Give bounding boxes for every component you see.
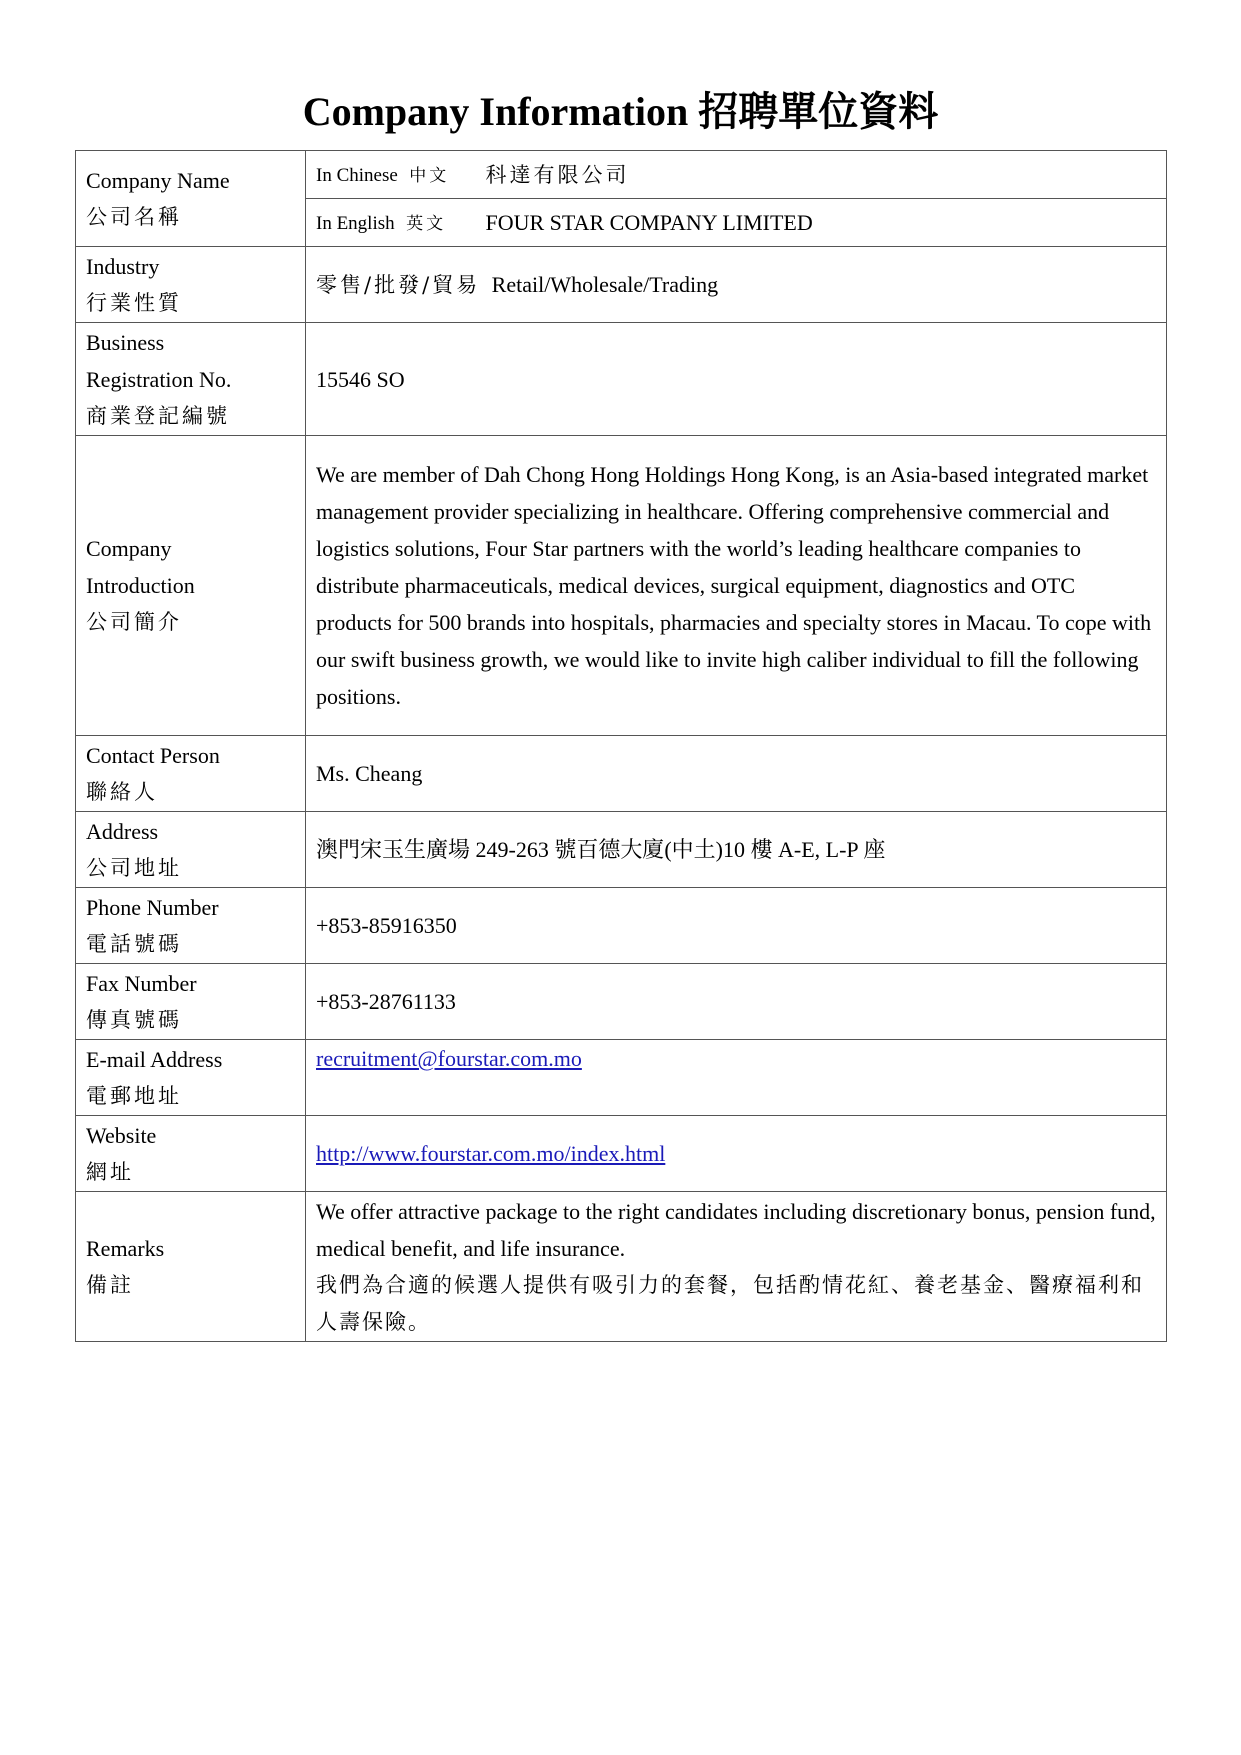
contact-label-zh: 聯絡人 (86, 779, 158, 804)
english-name-label: In English (316, 212, 395, 234)
registration-label-en-1: Business (86, 329, 165, 355)
industry-value-zh: 零售/批發/貿易 (316, 272, 481, 297)
remarks-label-cell (76, 1192, 306, 1342)
email-value-cell (306, 1040, 1167, 1116)
phone-label-en: Phone Number (86, 894, 219, 920)
fax-label-en: Fax Number (86, 970, 197, 996)
introduction-row (76, 436, 1167, 736)
industry-value-en: Retail/Wholesale/Trading (491, 271, 719, 297)
industry-row (76, 247, 1167, 323)
remarks-text-zh: 我們為合適的候選人提供有吸引力的套餐，包括酌情花紅、養老基金、醫療福利和人壽保險。 (316, 1272, 1144, 1334)
address-label-zh: 公司地址 (86, 855, 182, 880)
chinese-name-value-cell (478, 151, 1167, 199)
email-label-cell (76, 1040, 306, 1116)
industry-label-cell (76, 247, 306, 323)
introduction-text: We are member of Dah Chong Hong Holdings Hong Kong, is an Asia-based integrated market management provider specializing in healthcare. Offering comprehensive commercial and logistics solutions, Four Star partners with the world’s leading healthcare companies to distribute pharmaceuticals, medical devices, surgical equipment, diagnostics and OTC products for 500 brands into hospitals, pharmacies and specialty stores in Macau. To cope with our swift business growth, we would like to invite high caliber individual to fill the following positions. (316, 462, 1152, 709)
phone-value: +853-85916350 (316, 913, 457, 938)
registration-label-zh: 商業登記編號 (86, 403, 230, 428)
remarks-text-en: We offer attractive package to the right candidates including discretionary bonus, pension fund, medical benefit, and life insurance. (316, 1198, 1156, 1261)
company-name-label-zh: 公司名稱 (86, 204, 182, 229)
introduction-label-en-2: Introduction (86, 573, 195, 598)
contact-label-cell (76, 736, 306, 812)
company-name-row-chinese (76, 151, 1167, 199)
english-name-label-cell (306, 199, 478, 247)
address-row (76, 812, 1167, 888)
phone-label-zh: 電話號碼 (86, 931, 182, 956)
english-name-label-zh: 英文 (406, 213, 447, 234)
contact-value-cell (306, 736, 1167, 812)
website-label-zh: 網址 (86, 1159, 134, 1184)
fax-row (76, 964, 1167, 1040)
address-value-cell (306, 812, 1167, 888)
company-name-label-en: Company Name (86, 167, 230, 193)
registration-row (76, 323, 1167, 436)
page-title: Company Information 招聘單位資料 (302, 89, 939, 134)
registration-value: 15546 SO (316, 366, 405, 392)
fax-label-zh: 傳真號碼 (86, 1007, 182, 1032)
chinese-name-label: In Chinese (316, 164, 398, 186)
website-row (76, 1116, 1167, 1192)
chinese-name-label-cell (306, 151, 478, 199)
fax-label-cell (76, 964, 306, 1040)
english-name-value-cell (478, 199, 1167, 247)
company-name-label-cell (76, 151, 306, 247)
email-label-en: E-mail Address (86, 1046, 223, 1072)
remarks-row (76, 1192, 1167, 1342)
email-link[interactable]: recruitment@fourstar.com.mo (316, 1046, 582, 1071)
introduction-value-cell (306, 436, 1167, 736)
address-label-en: Address (86, 818, 159, 844)
address-value: 澳門宋玉生廣場 249-263 號百德大廈(中土)10 樓 A-E, L-P 座 (316, 837, 886, 862)
contact-row (76, 736, 1167, 812)
phone-value-cell (306, 888, 1167, 964)
email-row (76, 1040, 1167, 1116)
company-info-table (75, 150, 1167, 1342)
introduction-label-cell (76, 436, 306, 736)
registration-value-cell (306, 323, 1167, 436)
remarks-value-cell (306, 1192, 1167, 1342)
fax-value: +853-28761133 (316, 989, 456, 1014)
registration-label-cell (76, 323, 306, 436)
phone-label-cell (76, 888, 306, 964)
contact-label-en: Contact Person (86, 742, 220, 768)
chinese-name-value: 科達有限公司 (485, 162, 630, 187)
contact-value: Ms. Cheang (316, 761, 423, 786)
industry-value-cell (306, 247, 1167, 323)
introduction-label-zh: 公司簡介 (86, 610, 182, 634)
chinese-name-label-zh: 中文 (409, 165, 450, 186)
address-label-cell (76, 812, 306, 888)
website-label-en: Website (86, 1122, 157, 1148)
industry-label-en: Industry (86, 253, 160, 279)
english-name-value: FOUR STAR COMPANY LIMITED (485, 210, 813, 235)
registration-label-en-2: Registration No. (86, 366, 232, 392)
remarks-label-zh: 備註 (86, 1272, 134, 1297)
introduction-label-en-1: Company (86, 536, 172, 561)
website-link[interactable]: http://www.fourstar.com.mo/index.html (316, 1141, 666, 1166)
website-value-cell (306, 1116, 1167, 1192)
fax-value-cell (306, 964, 1167, 1040)
industry-label-zh: 行業性質 (86, 290, 182, 315)
remarks-label-en: Remarks (86, 1235, 165, 1261)
website-label-cell (76, 1116, 306, 1192)
email-label-zh: 電郵地址 (86, 1083, 182, 1108)
phone-row (76, 888, 1167, 964)
